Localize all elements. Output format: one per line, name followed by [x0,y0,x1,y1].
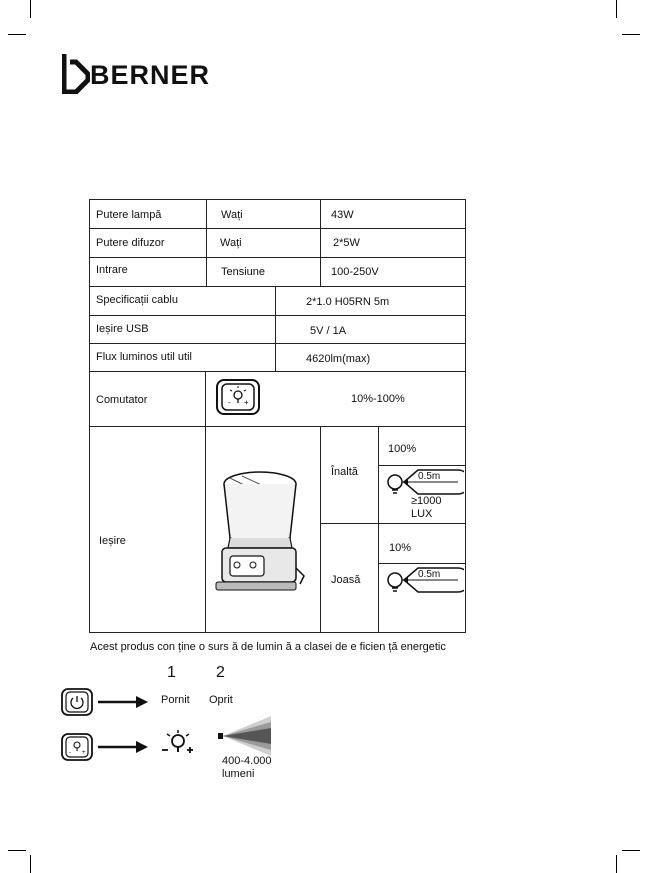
lumens-value: 400-4.000 [222,755,272,767]
brand-name: BERNER [90,60,211,90]
crop-mark [30,0,31,18]
row-label: Intrare [96,264,128,276]
row-value: 43W [331,209,354,221]
crop-mark [616,855,617,873]
high-lux: ≥1000 [411,495,442,507]
row-value: 5V / 1A [310,325,347,337]
legend-off: Oprit [209,694,233,706]
crop-mark [8,34,26,35]
row-label: Specificații cablu [96,294,178,306]
row-value: 2*1.0 H05RN 5m [306,296,390,308]
high-value: 100% [388,443,417,455]
row-unit: Wați [220,237,242,249]
low-value: 10% [389,542,412,554]
svg-text:+: + [244,398,249,407]
low-label: Joasă [331,574,361,586]
dimmer-button-icon [215,378,261,416]
legend-on: Pornit [161,694,190,706]
high-label: Înaltă [331,466,358,478]
crop-mark [616,0,617,18]
crop-mark [622,34,640,35]
arrow-right-icon [98,741,148,753]
row-unit: Wați [221,209,243,221]
row-unit: Tensiune [221,266,266,278]
row-value: 10%-100% [351,393,405,405]
energy-class-note: Acest produs con ține o surs ă de lumin ă a clasei de e ficien ță energetic [90,641,446,653]
row-value: 100-250V [331,266,379,278]
row-label: Putere lampă [96,209,162,221]
output-label: Ieșire [99,535,126,547]
brand-logo-icon [62,52,90,94]
dimmer-button-icon [60,732,94,762]
high-lux-unit: LUX [411,508,433,520]
row-label: Flux luminos util util [96,351,192,363]
row-value: 4620lm(max) [306,353,371,365]
light-beam-icon [215,716,275,756]
row-value: 2*5W [333,237,360,249]
row-label: Ieșire USB [96,323,149,335]
row-label: Putere difuzor [96,237,165,249]
power-button-icon [60,687,94,717]
lumens-unit: lumeni [222,768,255,780]
svg-text:-: - [69,750,71,756]
svg-text:-: - [228,398,231,407]
crop-mark [8,850,26,851]
lamp-illustration [212,468,312,608]
bulb-icon [160,728,196,758]
legend-number-2: 2 [216,664,225,681]
arrow-right-icon [98,696,148,708]
legend-number-1: 1 [167,664,176,681]
crop-mark [622,850,640,851]
high-distance: 0.5m [418,471,441,482]
crop-mark [30,855,31,873]
svg-text:+: + [82,750,86,756]
row-label: Comutator [96,394,148,406]
low-distance: 0.5m [418,569,441,580]
